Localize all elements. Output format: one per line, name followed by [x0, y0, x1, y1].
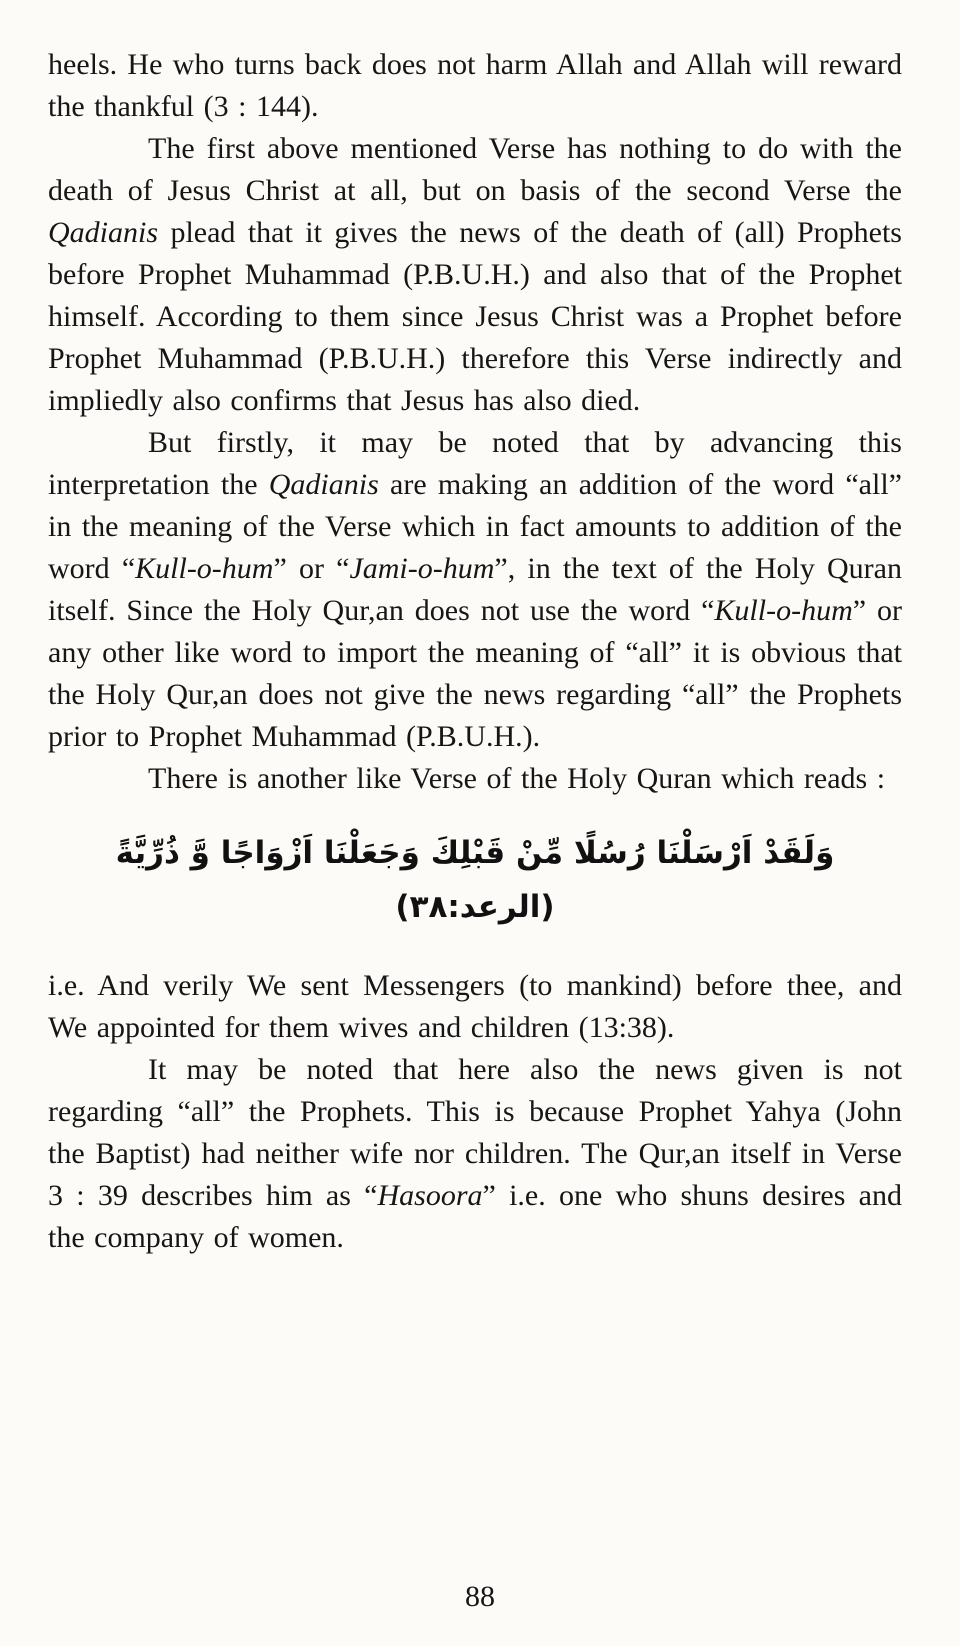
paragraph-verse-translation	[48, 965, 902, 1049]
italic-term-kull-o-hum: Kull-o-hum	[135, 552, 274, 585]
text-run: plead that it gives the news of the death of (all) Prophets before Prophet Muhammad (P.B.U.H.) and also that of the Prophet himself. According to them since Jesus Christ was a Prophet before Prophet Muhammad (P.B.U.H.) therefore this Verse indirectly and impliedly also confirms that Jesus has also died.	[48, 216, 902, 417]
text-run: ”, in the text of the Holy Quran itself. Since the Holy Qur,an does not use the word “	[48, 552, 902, 627]
paragraph-first-verse-discussion	[48, 128, 902, 422]
text-run: ” or “	[273, 552, 350, 585]
text-run: heels. He who turns back does not harm Allah and Allah will reward the thankful (3 : 144).	[48, 48, 902, 123]
text-run: i.e. And verily We sent Messengers (to mankind) before thee, and We appointed for them wives and children (13:38).	[48, 968, 902, 1044]
paragraph-yahya-note	[48, 1049, 902, 1259]
paragraph-another-verse-intro	[48, 758, 902, 800]
italic-term-hasoora: Hasoora	[377, 1178, 483, 1212]
italic-term-qadianis: Qadianis	[268, 468, 379, 501]
text-run: It may be noted that here also the news given is not regarding “all” the Prophets. This is because Prophet Yahya (John the Baptist) had neither wife nor children. The Qur,an itself in Verse 3 : 39 describes him as “	[48, 1052, 902, 1212]
paragraph-qadianis-addition	[48, 422, 902, 758]
italic-term-jami-o-hum: Jami-o-hum	[349, 552, 495, 585]
italic-term-kull-o-hum: Kull-o-hum	[714, 594, 853, 627]
page-number: 88	[465, 1580, 495, 1613]
text-run: ” or any other like word to import the meaning of “all” it is obvious that the Holy Qur,an does not give the news regarding “all” the Prophets prior to Prophet Muhammad (P.B.U.H.).	[48, 594, 902, 753]
text-run: ” i.e. one who shuns desires and the company of women.	[48, 1178, 902, 1254]
text-run: are making an addition of the word “all” in the meaning of the Verse which in fact amounts to addition of the word “	[48, 468, 902, 585]
quran-verse-arabic: وَلَقَدْ اَرْسَلْنَا رُسُلًا مِّنْ قَبْلِكَ وَجَعَلْنَا اَزْوَاجًا وَّ ذُرِّيَّةً (الرعد:٣٨)	[115, 835, 835, 926]
paragraph-heels-continuation	[48, 44, 902, 128]
text-run: The first above mentioned Verse has nothing to do with the death of Jesus Christ at all, but on basis of the second Verse the	[48, 132, 902, 207]
text-run: There is another like Verse of the Holy Quran which reads :	[148, 762, 886, 795]
text-run: But firstly, it may be noted that by advancing this interpretation the	[48, 426, 902, 501]
italic-term-qadianis: Qadianis	[48, 216, 159, 249]
